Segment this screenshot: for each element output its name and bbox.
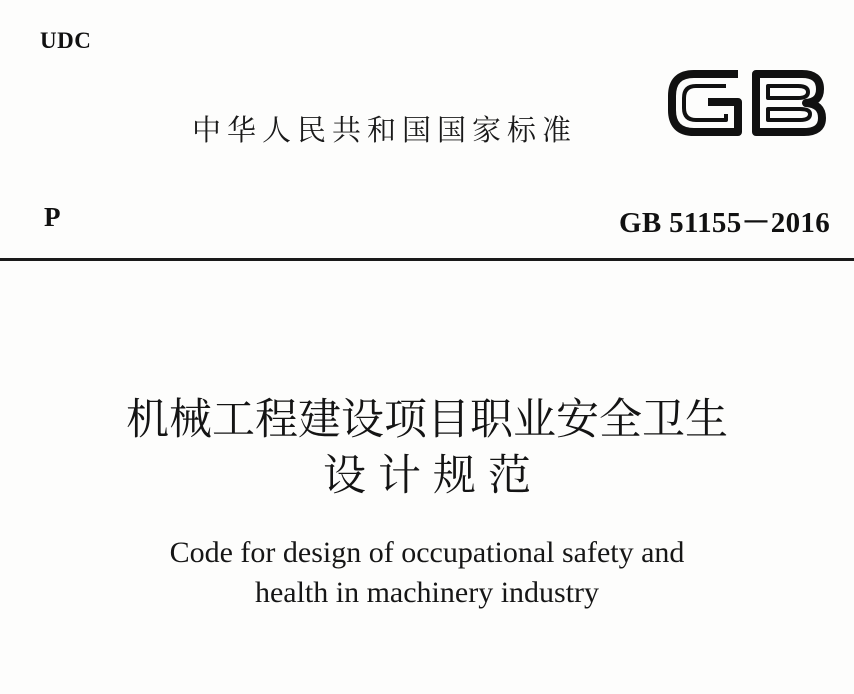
chinese-title-line-1: 机械工程建设项目职业安全卫生 [126,395,728,445]
english-title-line-2: health in machinery industry [254,576,600,609]
classification-code: P [44,202,61,232]
header-divider [0,258,854,261]
english-title-line-1: Code for design of occupational safety and [169,536,685,569]
standard-number: GB 51155－2016 [619,207,830,239]
udc-label: UDC [40,28,92,53]
issuer-title: 中华人民共和国国家标准 [192,113,578,147]
gb-logo-icon [664,62,830,144]
english-title [0,533,854,613]
chinese-title [0,392,854,504]
chinese-title-line-2: 设计规范 [323,451,543,501]
